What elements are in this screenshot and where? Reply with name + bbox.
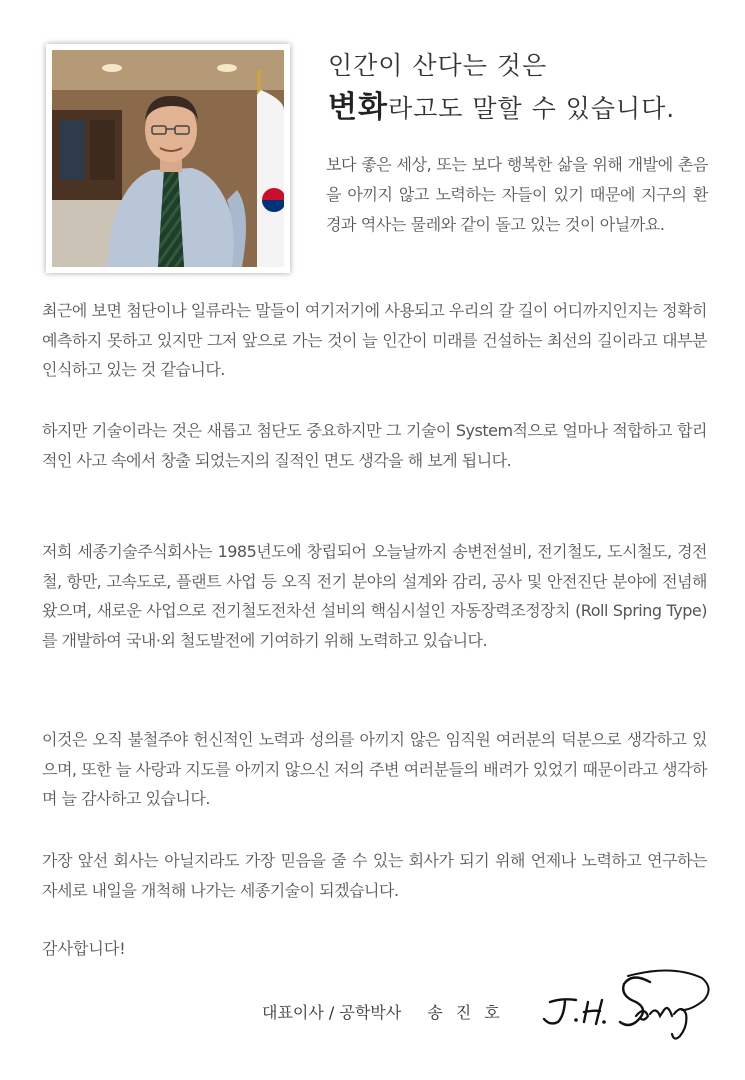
signer-title: 대표이사 / 공학박사 <box>262 1003 402 1022</box>
signer-line <box>262 1000 504 1023</box>
ceo-portrait-photo <box>46 44 290 273</box>
headline-line-2-rest: 라고도 말할 수 있습니다. <box>387 94 676 123</box>
body-paragraph-1: 최근에 보면 첨단이나 일류라는 말들이 여기저기에 사용되고 우리의 갈 길이 어디까지인지는 정확히 예측하지 못하고 있지만 그저 앞으로 가는 것이 늘 인간이 미래를 건설하는 최선의 길이라고 대부분 인식하고 있는 것 같습니다. <box>42 301 707 379</box>
body-paragraph-3: 저희 세종기술주식회사는 1985년도에 창립되어 오늘날까지 송변전설비, 전기철도, 도시철도, 경전철, 항만, 고속도로, 플랜트 사업 등 오직 전기 분야의 설계와 감리, 공사 및 안전진단 분야에 전념해 왔으며, 새로운 사업으로 전기철도전차선 설비의 핵심시설인 자동장력조정장치 (Roll Spring Type)를 개발하여 국내·외 철도발전에 기여하기 위해 노력하고 있습니다. <box>42 542 707 650</box>
headline-line-2 <box>328 86 675 131</box>
body-paragraph-4: 이것은 오직 불철주야 헌신적인 노력과 성의를 아끼지 않은 임직원 여러분의 덕분으로 생각하고 있으며, 또한 늘 사랑과 지도를 아끼지 않으신 저의 주변 여러분들의 배려가 있었기 때문이라고 생각하며 늘 감사하고 있습니다. <box>42 730 707 808</box>
intro-paragraph: 보다 좋은 세상, 또는 보다 행복한 삶을 위해 개발에 촌음을 아끼지 않고 노력하는 자들이 있기 때문에 지구의 환경과 역사는 물레와 같이 돌고 있는 것이 아닐까요. <box>326 155 708 234</box>
signer-name: 송 진 호 <box>427 1003 504 1022</box>
closing-text: 감사합니다! <box>42 939 126 958</box>
headline-emphasis: 변화 <box>328 90 388 125</box>
body-paragraph-2: 하지만 기술이라는 것은 새롭고 첨단도 중요하지만 그 기술이 System적으로 얼마나 적합하고 합리적인 사고 속에서 창출 되었는지의 질적인 면도 생각을 해 보게 됩니다. <box>42 421 707 470</box>
handwritten-signature <box>532 964 712 1044</box>
ceo-portrait-image <box>52 50 284 267</box>
body-paragraph-5: 가장 앞선 회사는 아닐지라도 가장 믿음을 줄 수 있는 회사가 되기 위해 언제나 노력하고 연구하는 자세로 내일을 개척해 나가는 세종기술이 되겠습니다. <box>42 851 707 900</box>
headline-line-1: 인간이 산다는 것은 <box>328 51 548 80</box>
headline <box>328 46 675 131</box>
